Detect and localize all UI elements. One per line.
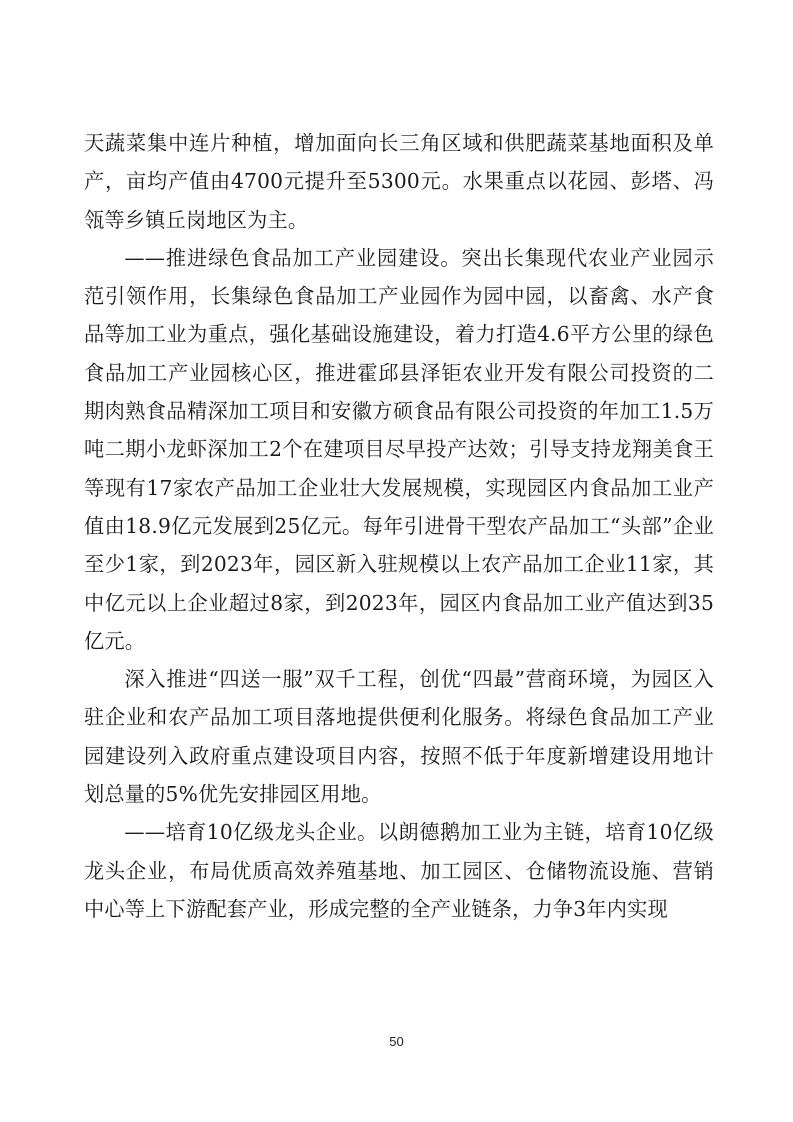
document-body [84, 124, 714, 928]
paragraph-business-environment: 深入推进“四送一服”双千工程，创优“四最”营商环境，为园区入驻企业和农产品加工项目落地提供便利化服务。将绿色食品加工产业园建设列入政府重点建设项目内容，按照不低于年度新增建设用地计划总量的5%优先安排园区用地。 [84, 667, 714, 807]
paragraph-leading-enterprise: ——培育10亿级龙头企业。以朗德鹅加工业为主链，培育10亿级龙头企业，布局优质高效养殖基地、加工园区、仓储物流设施、营销中心等上下游配套产业，形成完整的全产业链条，力争3年内实现 [84, 820, 714, 921]
page-number: 50 [389, 1034, 404, 1049]
paragraph-continuation: 天蔬菜集中连片种植，增加面向长三角区域和供肥蔬菜基地面积及单产，亩均产值由4700元提升至5300元。水果重点以花园、彭塔、冯瓴等乡镇丘岗地区为主。 [84, 131, 714, 232]
paragraph-food-processing-park: ——推进绿色食品加工产业园建设。突出长集现代农业产业园示范引领作用，长集绿色食品加工产业园作为园中园，以畜禽、水产食品等加工业为重点，强化基础设施建设，着力打造4.6平方公里的绿色食品加工产业园核心区，推进霍邱县泽钜农业开发有限公司投资的二期肉熟食品精深加工项目和安徽方硕食品有限公司投资的年加工1.5万吨二期小龙虾深加工2个在建项目尽早投产达效；引导支持龙翔美食王等现有17家农产品加工企业壮大发展规模，实现园区内食品加工业产值由18.9亿元发展到25亿元。每年引进骨干型农产品加工“头部”企业至少1家，到2023年，园区新入驻规模以上农产品加工企业11家，其中亿元以上企业超过8家，到2023年，园区内食品加工业产值达到35亿元。 [84, 245, 714, 653]
